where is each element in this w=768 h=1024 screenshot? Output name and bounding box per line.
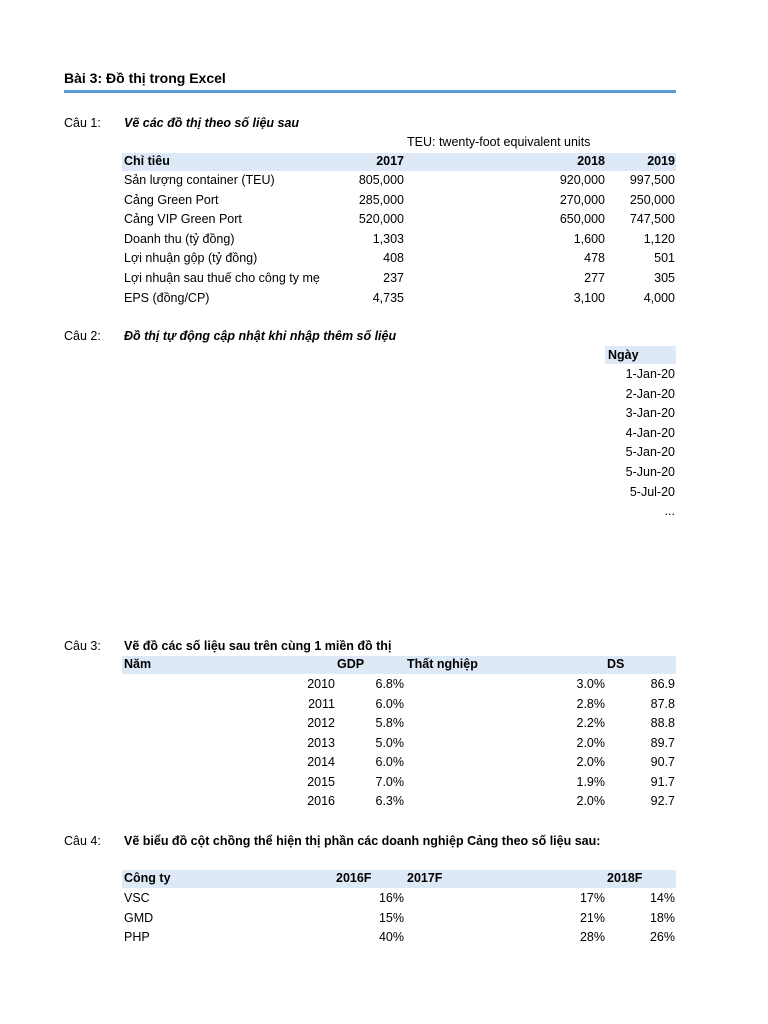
q2-task: Đồ thị tự động cập nhật khi nhập thêm số liệu — [124, 329, 397, 343]
q1-table-row — [0, 191, 768, 210]
q2-header: Ngày — [608, 348, 639, 362]
q1-label: Câu 1: — [64, 116, 101, 130]
page-title: Bài 3: Đồ thị trong Excel — [64, 70, 226, 86]
q4-header-cell: 2016F — [336, 871, 372, 885]
q4-table-row — [0, 928, 768, 947]
q3-label: Câu 3: — [64, 639, 101, 653]
q3-table-row-cell: 2014 — [307, 755, 335, 769]
q3-task: Vẽ đồ các số liệu sau trên cùng 1 miền đồ thị — [124, 639, 392, 653]
q1-table-row — [0, 269, 768, 288]
q4-table-row-cell: 28% — [579, 930, 605, 944]
q3-header-row — [0, 655, 768, 674]
q3-table-row — [0, 675, 768, 694]
q3-table-row-cell: 2.0% — [576, 755, 605, 769]
q1-table-row-cell: 478 — [584, 251, 605, 266]
q3-table-row-cell: 2.0% — [576, 735, 605, 750]
q3-table-row-cell: 2.0% — [576, 794, 605, 808]
q1-table-row-cell: 4,000 — [643, 290, 675, 305]
q1-table-row-cell: Doanh thu (tỷ đồng) — [124, 231, 235, 246]
title-underline — [64, 90, 676, 93]
q3-table-row-cell: 6.0% — [375, 755, 404, 769]
q3-table-row-cell: 3.0% — [576, 677, 605, 691]
q3-header-cell: Thất nghiệp — [407, 657, 478, 671]
q1-table-row-cell: 1,120 — [643, 231, 675, 246]
q1-table-row-cell: 1,600 — [573, 231, 605, 246]
q3-table-row-cell: 5.0% — [375, 735, 404, 750]
q1-table-row — [0, 230, 768, 249]
q4-header-cell: 2018F — [607, 871, 643, 885]
q2-date-cell: 3-Jan-20 — [625, 406, 675, 421]
q1-note: TEU: twenty-foot equivalent units — [407, 135, 591, 149]
q2-date-cell: 4-Jan-20 — [625, 425, 675, 440]
q1-table-row-cell: 4,735 — [372, 290, 404, 305]
q1-table-row-cell: 805,000 — [358, 173, 404, 187]
q1-table-row — [0, 210, 768, 229]
q3-table-row-cell: 2010 — [307, 677, 335, 691]
q3-table-row-cell: 2.2% — [576, 716, 605, 730]
q1-table-row-cell: 520,000 — [358, 212, 404, 227]
q1-header-cell: 2017 — [376, 154, 404, 168]
q4-table-row — [0, 909, 768, 928]
q4-table-row-cell: 26% — [649, 930, 675, 944]
q1-table-row-cell: 501 — [654, 251, 675, 266]
q4-header-cell: Công ty — [124, 871, 171, 885]
q1-header-row — [0, 152, 768, 171]
q3-table-row-cell: 6.3% — [375, 794, 404, 808]
q3-header-cell: Năm — [124, 657, 152, 671]
q3-table-row-cell: 92.7 — [650, 794, 675, 808]
q1-header-cell: Chỉ tiêu — [124, 154, 170, 168]
q3-table-row-cell: 90.7 — [650, 755, 675, 769]
q4-table-row-cell: VSC — [124, 891, 150, 905]
q3-table-row — [0, 773, 768, 792]
q1-table-row-cell: 747,500 — [629, 212, 675, 227]
q3-table-row-cell: 1.9% — [576, 774, 605, 789]
q1-table-row-cell: Lợi nhuận sau thuế cho công ty mẹ — [124, 271, 320, 285]
q3-table-row-cell: 87.8 — [650, 696, 675, 711]
q1-table-row-cell: 1,303 — [372, 231, 404, 246]
q1-table-row-cell: Cảng VIP Green Port — [124, 212, 242, 227]
q4-table-row-cell: 14% — [649, 891, 675, 905]
q4-table-row — [0, 889, 768, 908]
q3-table-row-cell: 2015 — [307, 774, 335, 789]
q2-date-cell: 2-Jan-20 — [625, 386, 675, 401]
q3-table-row-cell: 2.8% — [576, 696, 605, 711]
q1-table-row — [0, 171, 768, 190]
q1-table-row — [0, 289, 768, 308]
q3-table-row — [0, 695, 768, 714]
q3-table-row — [0, 714, 768, 733]
q1-table-row-cell: EPS (đồng/CP) — [124, 290, 210, 305]
q3-table-row-cell: 2016 — [307, 794, 335, 808]
q1-table-row-cell: 305 — [654, 271, 675, 285]
q3-table-row-cell: 91.7 — [650, 774, 675, 789]
q3-table-row — [0, 753, 768, 772]
q3-table-row-cell: 6.8% — [375, 677, 404, 691]
q3-table-row-cell: 88.8 — [650, 716, 675, 730]
q3-header-cell: GDP — [337, 657, 365, 671]
q2-date-cell: 5-Jun-20 — [625, 465, 675, 479]
q2-date-cell: 5-Jan-20 — [625, 445, 675, 460]
q4-table-row-cell: PHP — [124, 930, 150, 944]
q3-table-row-cell: 86.9 — [650, 677, 675, 691]
q3-table-row-cell: 2013 — [307, 735, 335, 750]
q3-table-row-cell: 5.8% — [375, 716, 404, 730]
q1-table-row-cell: 237 — [383, 271, 404, 285]
q4-table-row-cell: 21% — [579, 910, 605, 925]
q4-table-row-cell: GMD — [124, 910, 154, 925]
q4-header-cell: 2017F — [407, 871, 443, 885]
q2-date-cell: 1-Jan-20 — [625, 367, 675, 381]
q1-table-row-cell: 408 — [383, 251, 404, 266]
q1-table-row-cell: 270,000 — [559, 192, 605, 207]
q4-task: Vẽ biểu đồ cột chồng thể hiện thị phần các doanh nghiệp Cảng theo số liệu sau: — [124, 834, 601, 848]
q1-task: Vẽ các đồ thị theo số liệu sau — [124, 116, 300, 130]
q2-date-cell: 5-Jul-20 — [629, 484, 675, 499]
q1-table-row-cell: 285,000 — [358, 192, 404, 207]
q4-table-row-cell: 40% — [378, 930, 404, 944]
q1-header-cell: 2019 — [647, 154, 675, 168]
q4-table-row-cell: 17% — [579, 891, 605, 905]
q4-header-row — [0, 869, 768, 888]
q1-table-row-cell: 920,000 — [559, 173, 605, 187]
q1-table-row — [0, 249, 768, 268]
q1-header-cell: 2018 — [577, 154, 605, 168]
q4-table-row-cell: 16% — [378, 891, 404, 905]
q4-table-row-cell: 15% — [378, 910, 404, 925]
q1-table-row-cell: Cảng Green Port — [124, 192, 219, 207]
q1-table-row-cell: 277 — [584, 271, 605, 285]
q3-table-row — [0, 734, 768, 753]
q3-table-row-cell: 7.0% — [375, 774, 404, 789]
q3-table-row-cell: 89.7 — [650, 735, 675, 750]
q1-table-row-cell: 650,000 — [559, 212, 605, 227]
q2-date-cell: ... — [664, 504, 675, 519]
q3-table-row — [0, 792, 768, 811]
q4-table-row-cell: 18% — [649, 910, 675, 925]
q3-table-row-cell: 6.0% — [375, 696, 404, 711]
q1-table-row-cell: Sản lượng container (TEU) — [124, 173, 275, 187]
q3-table-row-cell: 2012 — [307, 716, 335, 730]
q1-table-row-cell: 3,100 — [573, 290, 605, 305]
q4-label: Câu 4: — [64, 834, 101, 848]
q2-label: Câu 2: — [64, 329, 101, 343]
q1-table-row-cell: 250,000 — [629, 192, 675, 207]
q1-table-row-cell: Lợi nhuận gộp (tỷ đồng) — [124, 251, 258, 266]
q3-header-cell: DS — [607, 657, 625, 671]
q3-table-row-cell: 2011 — [308, 696, 335, 711]
q1-table-row-cell: 997,500 — [629, 173, 675, 187]
